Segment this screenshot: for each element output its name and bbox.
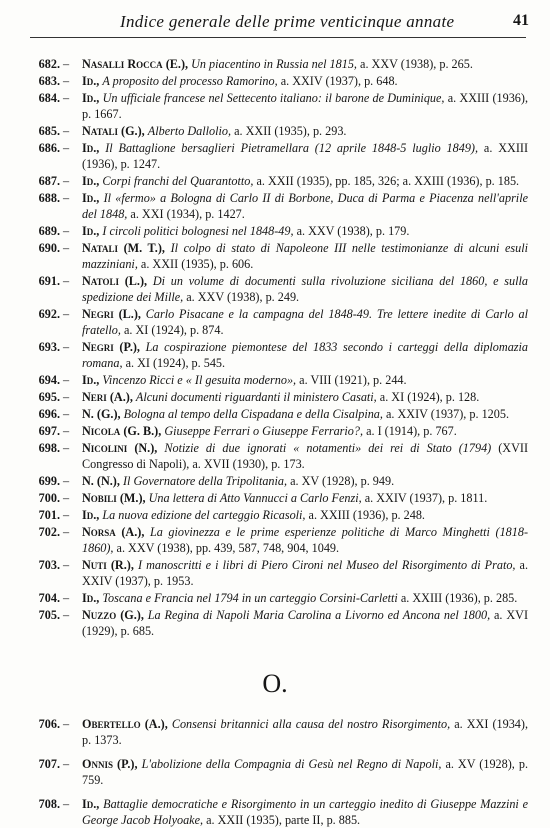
entry-body: [82, 73, 528, 89]
entry-body: [82, 406, 528, 422]
entry-dash: –: [63, 407, 70, 421]
entry-citation: a. XXII (1935), parte II, p. 885.: [206, 813, 361, 827]
entry-title: Corpi franchi del Quarantotto,: [102, 174, 254, 188]
entry-body: [82, 796, 528, 828]
entry-author: Nicola (G. B.),: [82, 424, 162, 438]
entry-author: Id.,: [82, 797, 100, 811]
index-entry: [0, 716, 550, 748]
section-letter: O.: [262, 669, 288, 698]
entry-author: Id.,: [82, 224, 100, 238]
entry-dash: –: [63, 373, 70, 387]
entry-author: Neri (A.),: [82, 390, 133, 404]
entry-body: [82, 440, 528, 472]
entry-dash: –: [63, 274, 70, 288]
entry-citation: a. XXV (1938), pp. 439, 587, 748, 904, 1049.: [116, 541, 340, 555]
entry-dash: –: [63, 191, 70, 205]
entry-title: Il «fermo» a Bologna di Carlo II di Borbone, Duca di Parma e Piacenza nell'aprile del 1848,: [82, 191, 528, 221]
entry-author: Id.,: [82, 174, 100, 188]
entry-citation: a. I (1914), p. 767.: [366, 424, 457, 438]
entry-author: N. (N.),: [82, 474, 120, 488]
entry-title: La giovinezza e le prime esperienze politiche di Marco Minghetti (1818-1860),: [82, 525, 528, 555]
entry-dash: –: [63, 241, 70, 255]
entry-title: La Regina di Napoli Maria Carolina a Livorno ed Ancona nel 1800,: [147, 608, 491, 622]
entry-dash: –: [63, 608, 70, 622]
entry-citation: a. XXIV (1937), p. 1953.: [82, 558, 529, 588]
entry-number: 690.: [38, 241, 60, 255]
entry-citation: a. XXV (1938), p. 265.: [360, 57, 473, 71]
entry-body: [82, 372, 528, 388]
entry-author: Id.,: [82, 91, 100, 105]
entry-citation: a. XXV (1938), p. 179.: [296, 224, 410, 238]
entry-author: Natali (M. T.),: [82, 241, 165, 255]
entry-body: [82, 173, 528, 189]
entry-author: Nuti (R.),: [82, 558, 134, 572]
entry-title: Un ufficiale francese nel Settecento italiano: il barone de Duminique,: [102, 91, 445, 105]
entry-dash: –: [63, 757, 70, 771]
entry-body: [82, 716, 528, 748]
entry-citation: a. XVI (1929), p. 685.: [82, 608, 529, 638]
entry-title: Notizie di due ignorati « notamenti» dei rei di Stato (1794): [164, 441, 492, 455]
entry-dash: –: [63, 491, 70, 505]
entry-title: Il Governatore della Tripolitania,: [122, 474, 288, 488]
header-rule: [30, 37, 526, 38]
entries-o-list: [0, 716, 550, 828]
entry-number: 702.: [38, 525, 60, 539]
entry-citation: a. XV (1928), p. 949.: [290, 474, 395, 488]
entry-author: Id.,: [82, 508, 100, 522]
entry-title: I manoscritti e i libri di Piero Cironi nel Museo del Risorgimento di Prato,: [137, 558, 516, 572]
entry-body: [82, 557, 528, 589]
entry-author: Negri (P.),: [82, 340, 140, 354]
index-entry: [0, 223, 550, 239]
entry-dash: –: [63, 558, 70, 572]
entry-citation: a. XXIII (1936), p. 1247.: [82, 141, 528, 171]
index-entry: [0, 607, 550, 639]
entry-citation: a. XXIV (1937), p. 648.: [280, 74, 398, 88]
entry-number: 687.: [38, 174, 60, 188]
index-entry: [0, 423, 550, 439]
entry-title: Bologna al tempo della Cispadana e della Cisalpina,: [123, 407, 383, 421]
entry-citation: a. XXIII (1936), p. 285.: [400, 591, 518, 605]
index-entry: [0, 557, 550, 589]
index-entry: [0, 590, 550, 606]
entry-body: [82, 190, 528, 222]
entry-title: L'abolizione della Compagnia di Gesù nel Regno di Napoli,: [141, 757, 442, 771]
entry-citation: (XVII Congresso di Napoli), a. XVII (1930), p. 173.: [82, 441, 529, 471]
entry-dash: –: [63, 57, 70, 71]
index-entry: [0, 372, 550, 388]
index-entry: [0, 306, 550, 338]
entry-number: 706.: [38, 717, 60, 731]
entry-number: 695.: [38, 390, 60, 404]
entry-citation: a. XXIII (1936), p. 1667.: [82, 91, 528, 121]
entry-citation: a. XXIII (1936), p. 248.: [308, 508, 425, 522]
index-entry: [0, 173, 550, 189]
entry-citation: a. XXII (1935), pp. 185, 326; a. XXIII (1936), p. 185.: [256, 174, 520, 188]
entry-author: Id.,: [82, 591, 100, 605]
index-entry: [0, 90, 550, 122]
index-entry: [0, 273, 550, 305]
index-entry: [0, 140, 550, 172]
entry-author: N. (G.),: [82, 407, 121, 421]
entry-body: [82, 490, 528, 506]
entry-title: Il Battaglione bersaglieri Pietramellara (12 aprile 1848-5 luglio 1849),: [105, 141, 479, 155]
entry-citation: a. XI (1924), p. 128.: [379, 390, 480, 404]
entry-body: [82, 507, 528, 523]
entry-body: [82, 423, 528, 439]
entry-dash: –: [63, 224, 70, 238]
index-entry: [0, 524, 550, 556]
entry-title: Consensi britannici alla causa del nostro Risorgimento,: [171, 717, 451, 731]
running-head: [0, 6, 550, 34]
index-entry: [0, 756, 550, 788]
entry-author: Negri (L.),: [82, 307, 141, 321]
entry-dash: –: [63, 390, 70, 404]
page-number: 41: [513, 12, 529, 29]
entry-citation: a. XXIV (1937), p. 1811.: [364, 491, 488, 505]
entry-author: Nuzzo (G.),: [82, 608, 144, 622]
entries-n-list: [0, 56, 550, 639]
entry-title: La nuova edizione del carteggio Ricasoli,: [102, 508, 306, 522]
entry-body: [82, 56, 528, 72]
entry-citation: a. XXIV (1937), p. 1205.: [386, 407, 509, 421]
entry-dash: –: [63, 591, 70, 605]
entry-body: [82, 339, 528, 371]
entry-author: Nicolini (N.),: [82, 441, 158, 455]
entry-title: Il colpo di stato di Napoleone III nelle testimonianze di alcuni esuli mazziniani,: [82, 241, 528, 271]
entry-body: [82, 140, 528, 172]
entry-dash: –: [63, 307, 70, 321]
entry-number: 694.: [38, 373, 60, 387]
index-entry: [0, 389, 550, 405]
entry-number: 692.: [38, 307, 60, 321]
entry-number: 707.: [38, 757, 60, 771]
entry-citation: a. XXII (1935), p. 293.: [234, 124, 347, 138]
entry-author: Id.,: [82, 141, 100, 155]
running-title: Indice generale delle prime venticinque annate: [120, 12, 455, 31]
index-entry: [0, 440, 550, 472]
entry-dash: –: [63, 797, 70, 811]
entry-dash: –: [63, 424, 70, 438]
entry-dash: –: [63, 508, 70, 522]
entry-citation: a. XV (1928), p. 759.: [82, 757, 529, 787]
entry-author: Id.,: [82, 373, 100, 387]
index-entry: [0, 473, 550, 489]
index-entry: [0, 796, 550, 828]
entry-number: 697.: [38, 424, 60, 438]
entry-title: Vincenzo Ricci e « Il gesuita moderno»,: [102, 373, 297, 387]
entry-title: Una lettera di Atto Vannucci a Carlo Fenzi,: [148, 491, 362, 505]
entry-author: Onnis (P.),: [82, 757, 138, 771]
entry-number: 698.: [38, 441, 60, 455]
entry-body: [82, 473, 528, 489]
entry-citation: a. XXI (1934), p. 1373.: [82, 717, 529, 747]
entry-author: Obertello (A.),: [82, 717, 168, 731]
entry-title: Toscana e Francia nel 1794 in un carteggio Corsini-Carletti: [102, 591, 398, 605]
entry-dash: –: [63, 124, 70, 138]
entry-author: Id.,: [82, 191, 100, 205]
entry-author: Norsa (A.),: [82, 525, 145, 539]
entry-title: A proposito del processo Ramorino,: [102, 74, 278, 88]
entry-number: 705.: [38, 608, 60, 622]
entry-number: 684.: [38, 91, 60, 105]
entry-body: [82, 756, 528, 788]
entry-number: 688.: [38, 191, 60, 205]
entry-body: [82, 607, 528, 639]
index-entry: [0, 339, 550, 371]
entry-number: 685.: [38, 124, 60, 138]
entry-number: 701.: [38, 508, 60, 522]
index-entry: [0, 123, 550, 139]
entry-title: Alcuni documenti riguardanti il ministero Casati,: [135, 390, 377, 404]
entry-number: 703.: [38, 558, 60, 572]
entry-author: Nobili (M.),: [82, 491, 146, 505]
entry-number: 686.: [38, 141, 60, 155]
entry-body: [82, 273, 528, 305]
entry-author: Natoli (L.),: [82, 274, 148, 288]
entry-number: 683.: [38, 74, 60, 88]
index-entry: [0, 73, 550, 89]
index-entry: [0, 190, 550, 222]
index-entry: [0, 507, 550, 523]
entry-citation: a. VIII (1921), p. 244.: [299, 373, 407, 387]
index-entry: [0, 406, 550, 422]
entry-body: [82, 590, 528, 606]
entry-dash: –: [63, 474, 70, 488]
entry-dash: –: [63, 717, 70, 731]
entry-number: 693.: [38, 340, 60, 354]
entry-body: [82, 90, 528, 122]
entry-title: Un piacentino in Russia nel 1815,: [191, 57, 357, 71]
entry-dash: –: [63, 91, 70, 105]
entry-body: [82, 240, 528, 272]
entry-title: La cospirazione piemontese del 1833 secondo i carteggi della diplomazia romana,: [82, 340, 529, 370]
entry-number: 704.: [38, 591, 60, 605]
entry-dash: –: [63, 525, 70, 539]
entry-author: Natali (G.),: [82, 124, 145, 138]
entry-citation: a. XI (1924), p. 874.: [123, 323, 224, 337]
entry-dash: –: [63, 441, 70, 455]
entry-title: Carlo Pisacane e la campagna del 1848-49. Tre lettere inedite di Carlo al fratello,: [82, 307, 529, 337]
entry-author: Id.,: [82, 74, 100, 88]
entry-dash: –: [63, 174, 70, 188]
entry-title: Di un volume di documenti sulla rivoluzione siciliana del 1860, e sulla spedizione dei Mille,: [82, 274, 528, 304]
entry-number: 682.: [38, 57, 60, 71]
entry-body: [82, 389, 528, 405]
entry-number: 708.: [38, 797, 60, 811]
entry-title: I circoli politici bolognesi nel 1848-49,: [102, 224, 294, 238]
entry-number: 696.: [38, 407, 60, 421]
entry-dash: –: [63, 74, 70, 88]
index-entry: [0, 490, 550, 506]
entry-title: Giuseppe Ferrari o Giuseppe Ferrario?,: [164, 424, 364, 438]
entry-dash: –: [63, 340, 70, 354]
entry-citation: a. XI (1924), p. 545.: [125, 356, 226, 370]
entry-dash: –: [63, 141, 70, 155]
entry-title: Battaglie democratiche e Risorgimento in un carteggio inedito di Giuseppe Mazzini e George Jacob Holyoake,: [82, 797, 529, 827]
entry-number: 691.: [38, 274, 60, 288]
entry-body: [82, 223, 528, 239]
entry-citation: a. XXII (1935), p. 606.: [140, 257, 254, 271]
entry-body: [82, 306, 528, 338]
index-entry: [0, 240, 550, 272]
entry-author: Nasalli Rocca (E.),: [82, 57, 189, 71]
index-entry: [0, 56, 550, 72]
entry-number: 699.: [38, 474, 60, 488]
entry-title: Alberto Dallolio,: [147, 124, 232, 138]
entry-number: 700.: [38, 491, 60, 505]
entry-citation: a. XXI (1934), p. 1427.: [130, 207, 245, 221]
entry-number: 689.: [38, 224, 60, 238]
entry-citation: a. XXV (1938), p. 249.: [186, 290, 300, 304]
entry-body: [82, 524, 528, 556]
entry-body: [82, 123, 528, 139]
